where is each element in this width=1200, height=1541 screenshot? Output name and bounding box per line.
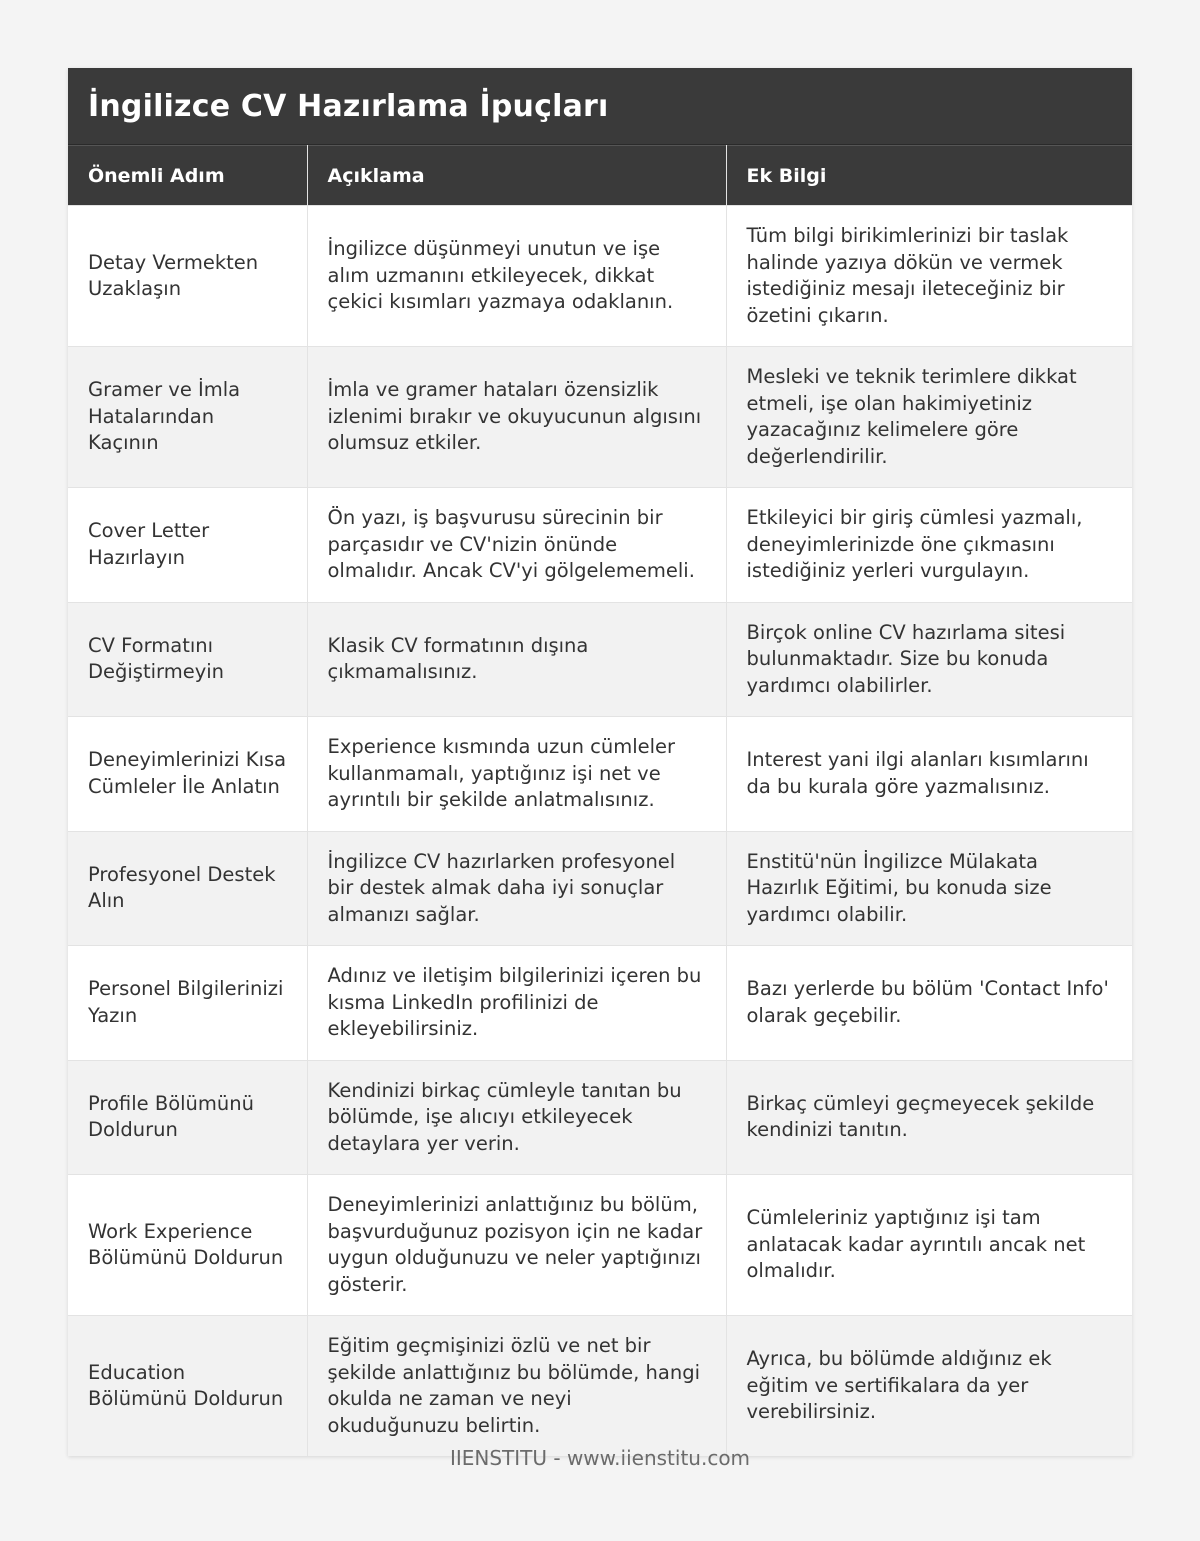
cell-description: İngilizce CV hazırlarken profesyonel bir destek almak daha iyi sonuçlar almanızı sağlar. bbox=[307, 831, 726, 946]
table-row bbox=[68, 602, 1132, 717]
cell-extra-info: Interest yani ilgi alanları kısımlarını da bu kurala göre yazmalısınız. bbox=[726, 717, 1132, 832]
column-header-step: Önemli Adım bbox=[68, 146, 307, 206]
table-row bbox=[68, 206, 1132, 347]
cell-extra-info: Bazı yerlerde bu bölüm 'Contact Info' olarak geçebilir. bbox=[726, 946, 1132, 1061]
cell-description: Ön yazı, iş başvurusu sürecinin bir parçasıdır ve CV'nizin önünde olmalıdır. Ancak CV'yi gölgelememeli. bbox=[307, 488, 726, 603]
cell-step: Personel Bilgilerinizi Yazın bbox=[68, 946, 307, 1061]
cell-step: Cover Letter Hazırlayın bbox=[68, 488, 307, 603]
table-row bbox=[68, 347, 1132, 488]
cell-extra-info: Ayrıca, bu bölümde aldığınız ek eğitim ve sertifikalara da yer verebilirsiniz. bbox=[726, 1316, 1132, 1457]
cell-description: Kendinizi birkaç cümleyle tanıtan bu bölümde, işe alıcıyı etkileyecek detaylara yer verin. bbox=[307, 1060, 726, 1175]
table-row bbox=[68, 946, 1132, 1061]
cell-step: Gramer ve İmla Hatalarından Kaçının bbox=[68, 347, 307, 488]
cell-description: Klasik CV formatının dışına çıkmamalısınız. bbox=[307, 602, 726, 717]
cell-extra-info: Cümleleriniz yaptığınız işi tam anlatacak kadar ayrıntılı ancak net olmalıdır. bbox=[726, 1175, 1132, 1316]
cell-step: Profesyonel Destek Alın bbox=[68, 831, 307, 946]
title-bar bbox=[68, 68, 1132, 145]
cell-extra-info: Birçok online CV hazırlama sitesi bulunmaktadır. Size bu konuda yardımcı olabilirler. bbox=[726, 602, 1132, 717]
cell-description: İmla ve gramer hataları özensizlik izlenimi bırakır ve okuyucunun algısını olumsuz etkiler. bbox=[307, 347, 726, 488]
cell-description: Experience kısmında uzun cümleler kullanmamalı, yaptığınız işi net ve ayrıntılı bir şekilde anlatmalısınız. bbox=[307, 717, 726, 832]
cell-extra-info: Enstitü'nün İngilizce Mülakata Hazırlık Eğitimi, bu konuda size yardımcı olabilir. bbox=[726, 831, 1132, 946]
cell-extra-info: Mesleki ve teknik terimlere dikkat etmeli, işe olan hakimiyetiniz yazacağınız kelimelere göre değerlendirilir. bbox=[726, 347, 1132, 488]
table-row bbox=[68, 1175, 1132, 1316]
cell-step: Education Bölümünü Doldurun bbox=[68, 1316, 307, 1457]
tips-card bbox=[68, 68, 1132, 1456]
cell-extra-info: Birkaç cümleyi geçmeyecek şekilde kendinizi tanıtın. bbox=[726, 1060, 1132, 1175]
cell-step: CV Formatını Değiştirmeyin bbox=[68, 602, 307, 717]
page-title: İngilizce CV Hazırlama İpuçları bbox=[88, 88, 609, 124]
table-row bbox=[68, 831, 1132, 946]
column-header-extra-info: Ek Bilgi bbox=[726, 146, 1132, 206]
column-header-description: Açıklama bbox=[307, 146, 726, 206]
table-row bbox=[68, 488, 1132, 603]
cell-step: Work Experience Bölümünü Doldurun bbox=[68, 1175, 307, 1316]
cell-extra-info: Etkileyici bir giriş cümlesi yazmalı, deneyimlerinizde öne çıkmasını istediğiniz yerleri vurgulayın. bbox=[726, 488, 1132, 603]
cell-description: Deneyimlerinizi anlattığınız bu bölüm, başvurduğunuz pozisyon için ne kadar uygun olduğunuzu ve neler yaptığınızı gösterir. bbox=[307, 1175, 726, 1316]
cell-step: Detay Vermekten Uzaklaşın bbox=[68, 206, 307, 347]
cell-step: Deneyimlerinizi Kısa Cümleler İle Anlatın bbox=[68, 717, 307, 832]
cell-description: Eğitim geçmişinizi özlü ve net bir şekilde anlattığınız bu bölümde, hangi okulda ne zaman ve neyi okuduğunuzu belirtin. bbox=[307, 1316, 726, 1457]
cell-extra-info: Tüm bilgi birikimlerinizi bir taslak halinde yazıya dökün ve vermek istediğiniz mesajı ileteceğiniz bir özetini çıkarın. bbox=[726, 206, 1132, 347]
table-row bbox=[68, 717, 1132, 832]
table-header-row bbox=[68, 146, 1132, 206]
cell-step: Profile Bölümünü Doldurun bbox=[68, 1060, 307, 1175]
cell-description: Adınız ve iletişim bilgilerinizi içeren bu kısma LinkedIn profilinizi de ekleyebilirsiniz. bbox=[307, 946, 726, 1061]
table-row bbox=[68, 1316, 1132, 1457]
footer-credit: IIENSTITU - www.iienstitu.com bbox=[449, 1446, 751, 1470]
cell-description: İngilizce düşünmeyi unutun ve işe alım uzmanını etkileyecek, dikkat çekici kısımları yazmaya odaklanın. bbox=[307, 206, 726, 347]
tips-table bbox=[68, 145, 1132, 1456]
table-row bbox=[68, 1060, 1132, 1175]
